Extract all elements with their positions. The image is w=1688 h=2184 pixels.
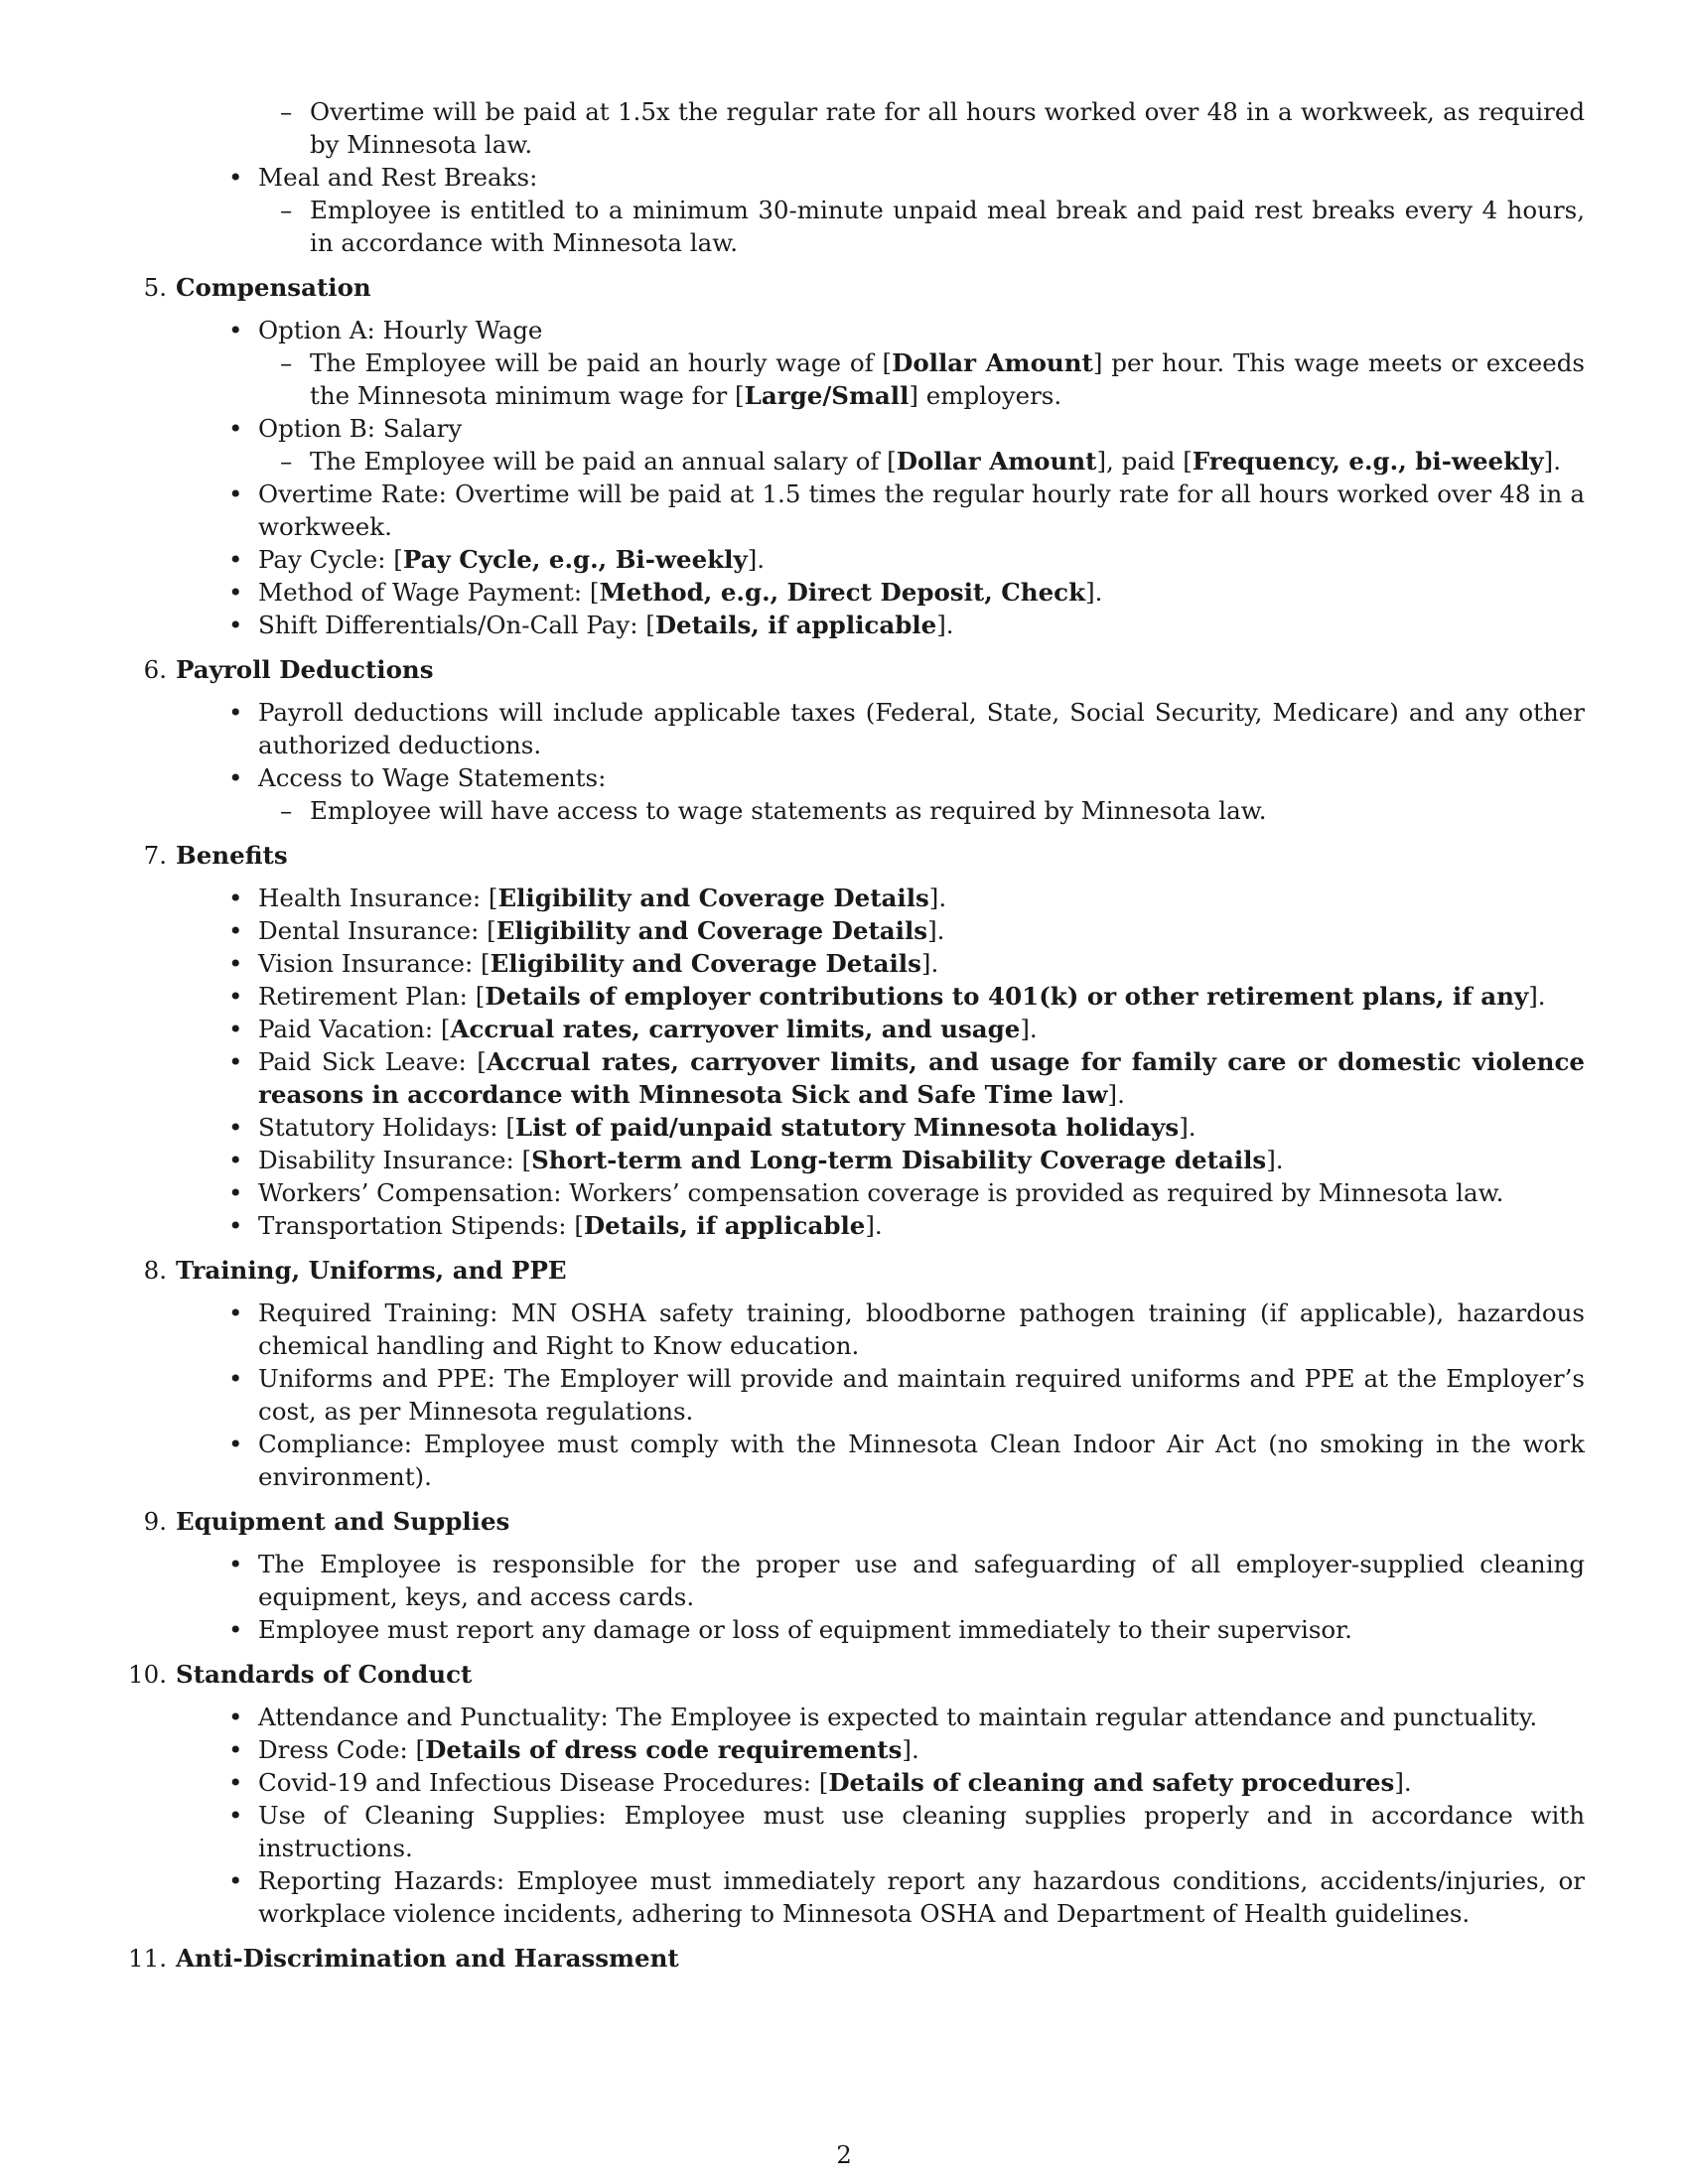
list-item: • Statutory Holidays: [List of paid/unpaid statutory Minnesota holidays]. — [228, 1113, 1196, 1142]
section-heading-payroll-deductions: 6. Payroll Deductions — [143, 655, 434, 684]
list-item: • Covid-19 and Infectious Disease Procedures: [Details of cleaning and safety procedures]. — [228, 1768, 1412, 1797]
list-item: • Pay Cycle: [Pay Cycle, e.g., Bi-weekly]. — [228, 545, 766, 574]
list-item: • Transportation Stipends: [Details, if applicable]. — [228, 1211, 883, 1240]
list-item: • Employee must report any damage or loss of equipment immediately to their supervisor. — [228, 1615, 1352, 1644]
list-item: • Dental Insurance: [Eligibility and Coverage Details]. — [228, 916, 945, 945]
list-item: – Employee is entitled to a minimum 30-minute unpaid meal break and paid rest breaks every 4 hours, in accordance with Minnesota law. — [280, 196, 1585, 257]
list-item: – The Employee will be paid an annual salary of [Dollar Amount], paid [Frequency, e.g., bi-weekly]. — [280, 447, 1562, 476]
list-item: • Paid Vacation: [Accrual rates, carryover limits, and usage]. — [228, 1015, 1038, 1043]
list-item: • Retirement Plan: [Details of employer contributions to 401(k) or other retirement plans, if any]. — [228, 982, 1546, 1011]
section-heading-equipment: 9. Equipment and Supplies — [143, 1507, 510, 1536]
list-item: • Option A: Hourly Wage — [228, 316, 543, 344]
document-body — [128, 95, 1585, 1984]
section-heading-training: 8. Training, Uniforms, and PPE — [143, 1256, 567, 1285]
list-item: • Option B: Salary — [228, 414, 463, 443]
list-item: – The Employee will be paid an hourly wage of [Dollar Amount] per hour. This wage meets or exceeds the Minnesota minimum wage for [Large/Small] employers. — [280, 348, 1585, 410]
list-item: – Overtime will be paid at 1.5x the regular rate for all hours worked over 48 in a workweek, as required by Minnesota law. — [280, 97, 1585, 159]
list-item: – Employee will have access to wage statements as required by Minnesota law. — [280, 796, 1267, 825]
list-item: • Attendance and Punctuality: The Employee is expected to maintain regular attendance and punctuality. — [228, 1703, 1538, 1731]
section-heading-compensation: 5. Compensation — [143, 273, 371, 302]
list-item: • Workers’ Compensation: Workers’ compensation coverage is provided as required by Minnesota law. — [228, 1178, 1504, 1207]
list-item: • Method of Wage Payment: [Method, e.g., Direct Deposit, Check]. — [228, 578, 1103, 607]
list-item: • Overtime Rate: Overtime will be paid at 1.5 times the regular hourly rate for all hours worked over 48 in a workweek. — [228, 479, 1585, 541]
list-item: • Meal and Rest Breaks: — [228, 163, 538, 192]
list-item: • Reporting Hazards: Employee must immediately report any hazardous conditions, accidents/injuries, or workplace violence incidents, adhering to Minnesota OSHA and Department of Health guidelines. — [228, 1866, 1585, 1928]
section-heading-anti-discrimination: 11. Anti-Discrimination and Harassment — [128, 1944, 679, 1973]
list-item: • Health Insurance: [Eligibility and Coverage Details]. — [228, 884, 947, 912]
list-item: • Vision Insurance: [Eligibility and Coverage Details]. — [228, 949, 939, 978]
page-number: 2 — [836, 2140, 852, 2169]
section-heading-conduct: 10. Standards of Conduct — [128, 1660, 473, 1689]
list-item: • Payroll deductions will include applicable taxes (Federal, State, Social Security, Medicare) and any other authorized deductions. — [228, 698, 1585, 759]
list-item: • Use of Cleaning Supplies: Employee must use cleaning supplies properly and in accordance with instructions. — [228, 1801, 1585, 1862]
list-item: • Required Training: MN OSHA safety training, bloodborne pathogen training (if applicable), hazardous chemical handling and Right to Know education. — [228, 1298, 1585, 1360]
list-item: • Access to Wage Statements: — [228, 763, 607, 792]
list-item: • Compliance: Employee must comply with the Minnesota Clean Indoor Air Act (no smoking in the work environment). — [228, 1430, 1585, 1491]
section-heading-benefits: 7. Benefits — [143, 841, 288, 870]
list-item: • Uniforms and PPE: The Employer will provide and maintain required uniforms and PPE at the Employer’s cost, as per Minnesota regulations. — [228, 1364, 1585, 1426]
list-item: • Shift Differentials/On-Call Pay: [Details, if applicable]. — [228, 611, 954, 639]
list-item: • The Employee is responsible for the proper use and safeguarding of all employer-supplied cleaning equipment, keys, and access cards. — [228, 1550, 1585, 1611]
list-item: • Paid Sick Leave: [Accrual rates, carryover limits, and usage for family care or domestic violence reasons in accordance with Minnesota Sick and Safe Time law]. — [228, 1047, 1585, 1109]
list-item: • Dress Code: [Details of dress code requirements]. — [228, 1735, 919, 1764]
list-item: • Disability Insurance: [Short-term and Long-term Disability Coverage details]. — [228, 1146, 1284, 1174]
